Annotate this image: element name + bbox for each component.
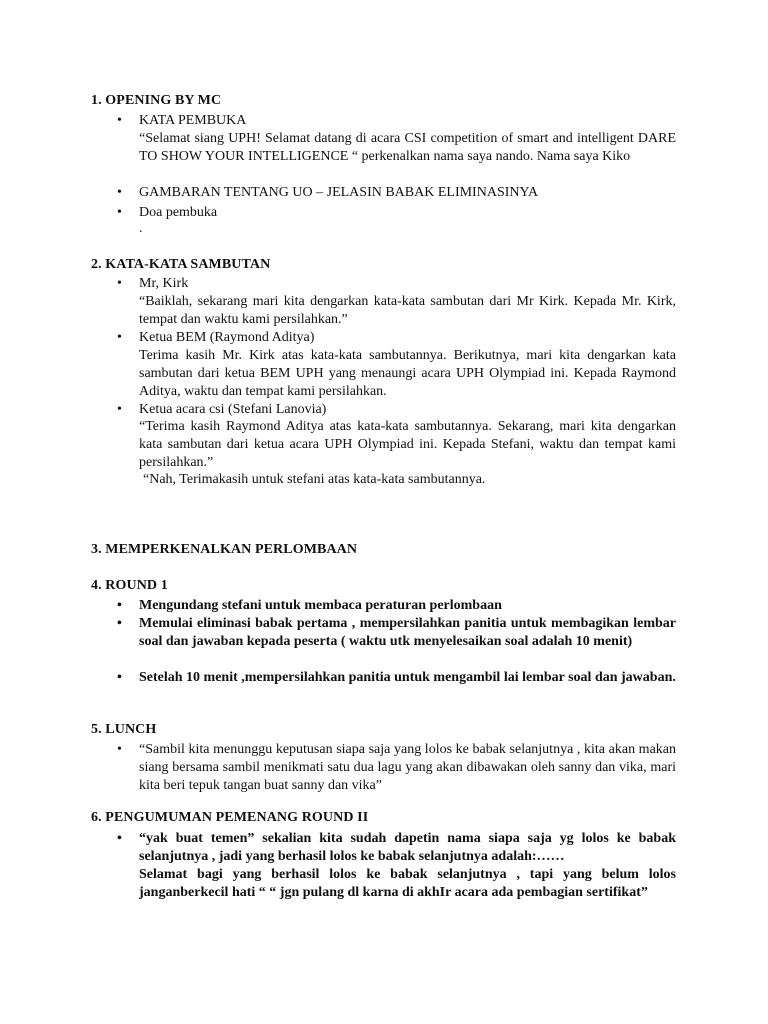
bullet: • xyxy=(117,276,122,291)
s1-item1-text: “Selamat siang UPH! Selamat datang di acara CSI competition of smart and intelligent DARE TO SHOW YOUR INTELLIGENCE “ perkenalkan nama saya nando. Nama saya Kiko xyxy=(139,131,676,164)
s6-item1-extra: Selamat bagi yang berhasil lolos ke babak selanjutnya , tapi yang belum lolos janganberkecil hati “ “ jgn pulang dl karna di akhIr acara ada pembagian sertifikat” xyxy=(139,867,676,900)
bullet: • xyxy=(117,616,122,631)
section-6-heading: 6. PENGUMUMAN PEMENANG ROUND II xyxy=(91,810,369,825)
s1-item2: GAMBARAN TENTANG UO – JELASIN BABAK ELIMINASINYA xyxy=(139,185,539,200)
bullet: • xyxy=(117,185,122,200)
s2-item3-text: “Terima kasih Raymond Aditya atas kata-kata sambutannya. Sekarang, mari kita dengarkan kata sambutan dari ketua acara UPH Olympiad ini. Kepada Stefani, waktu dan tempat kami persilahkan.” xyxy=(139,419,676,470)
s5-item1: “Sambil kita menunggu keputusan siapa saja yang lolos ke babak selanjutnya , kita akan makan siang bersama sambil menikmati satu dua lagu yang akan dibawakan oleh sanny dan vika, mari kita beri tepuk tangan buat sanny dan vika” xyxy=(139,742,676,793)
s6-item1: “yak buat temen” sekalian kita sudah dapetin nama siapa saja yg lolos ke babak selanjutnya , jadi yang berhasil lolos ke babak selanjutnya adalah:…… xyxy=(139,831,676,864)
s4-item2: Memulai eliminasi babak pertama , mempersilahkan panitia untuk membagikan lembar soal dan jawaban kepada peserta ( waktu utk menyelesaikan soal adalah 10 menit) xyxy=(139,616,676,649)
s2-item3-label: Ketua acara csi (Stefani Lanovia) xyxy=(139,402,327,417)
s1-dot: . xyxy=(139,221,143,236)
s1-item1-label: KATA PEMBUKA xyxy=(139,113,247,128)
section-1-heading: 1. OPENING BY MC xyxy=(91,93,222,108)
s2-item2-text: Terima kasih Mr. Kirk atas kata-kata sambutannya. Berikutnya, mari kita dengarkan kata sambutan dari ketua BEM UPH yang menaungi acara UPH Olympiad ini. Kepada Raymond Aditya, waktu dan tempat kami persilahkan. xyxy=(139,348,676,399)
bullet: • xyxy=(117,113,122,128)
section-4-heading: 4. ROUND 1 xyxy=(91,578,168,593)
s4-item3: Setelah 10 menit ,mempersilahkan panitia untuk mengambil lai lembar soal dan jawaban. xyxy=(139,670,676,685)
bullet: • xyxy=(117,205,122,220)
section-5-heading: 5. LUNCH xyxy=(91,722,157,737)
s2-item3-extra: “Nah, Terimakasih untuk stefani atas kata-kata sambutannya. xyxy=(143,472,486,487)
s2-item1-label: Mr, Kirk xyxy=(139,276,189,291)
s4-item1: Mengundang stefani untuk membaca peraturan perlombaan xyxy=(139,598,502,613)
bullet: • xyxy=(117,330,122,345)
bullet: • xyxy=(117,402,122,417)
bullet: • xyxy=(117,670,122,685)
s1-item3: Doa pembuka xyxy=(139,205,218,220)
s2-item1-text: “Baiklah, sekarang mari kita dengarkan kata-kata sambutan dari Mr Kirk. Kepada Mr. Kirk, tempat dan waktu kami persilahkan.” xyxy=(139,294,676,327)
s2-item2-label: Ketua BEM (Raymond Aditya) xyxy=(139,330,315,345)
section-3-heading: 3. MEMPERKENALKAN PERLOMBAAN xyxy=(91,542,358,557)
bullet: • xyxy=(117,831,122,846)
bullet: • xyxy=(117,598,122,613)
bullet: • xyxy=(117,742,122,757)
section-2-heading: 2. KATA-KATA SAMBUTAN xyxy=(91,257,271,272)
